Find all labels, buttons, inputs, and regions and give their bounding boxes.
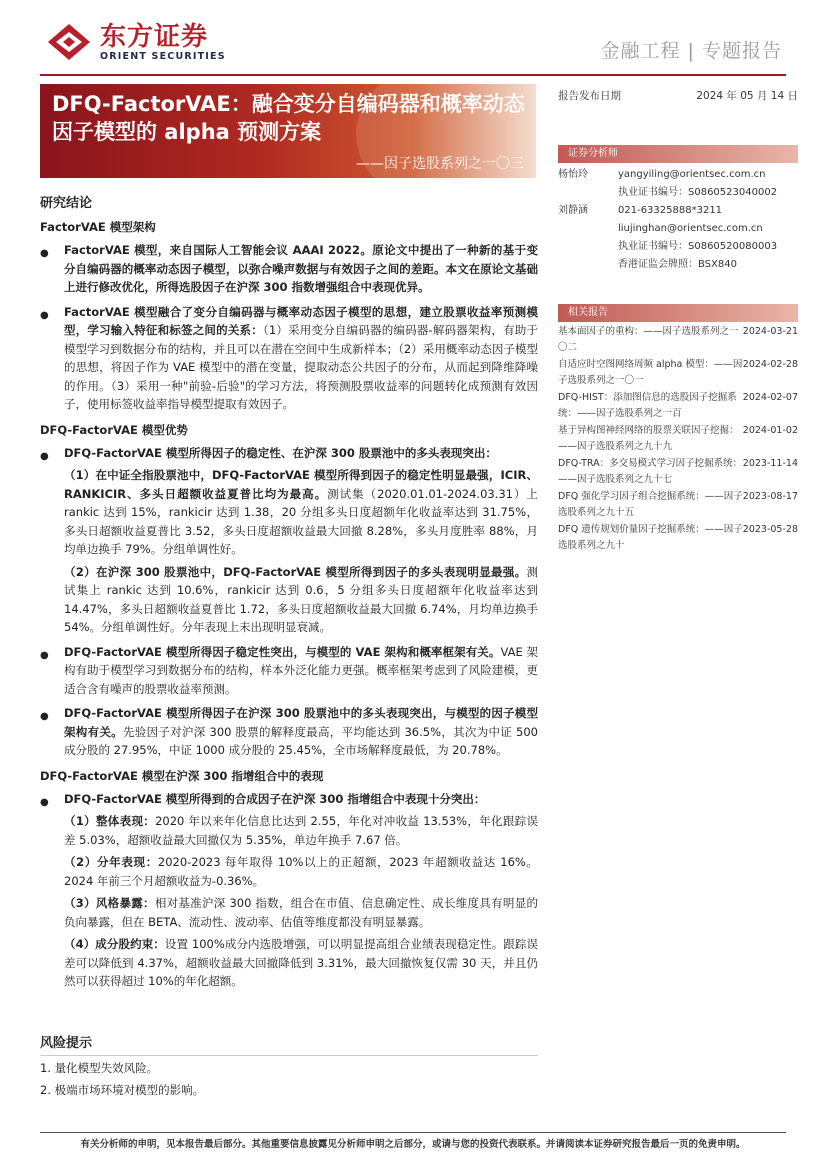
bullet-item: ● DFQ-FactorVAE 模型所得因子在沪深 300 股票池中的多头表现突出，与模型的因子模型架构有关。先验因子对沪深 300 股票的解释度最高，平均能达到 36.5%，其次为中证 500 成分股的 27.95%，中证 1000 成分股的 25.45%，全市场解释度最低，为 20.78%。 xyxy=(40,706,538,757)
paragraph: （1）整体表现：2020 年以来年化信息比达到 2.55，年化对冲收益 13.53%，年化跟踪误差 5.03%，超额收益最大回撤仅为 5.35%，单边年换手 7.67 倍。 xyxy=(64,814,538,847)
risk-section xyxy=(40,1032,538,1100)
risk-item: 1. 量化模型失效风险。 xyxy=(40,1061,159,1075)
bullet-item: ● DFQ-FactorVAE 模型所得到的合成因子在沪深 300 指增组合中表现十分突出： xyxy=(40,791,486,808)
analyst-name: 杨怡玲 xyxy=(558,169,588,180)
related-report-item[interactable]: DFQ-HIST：添加图信息的选股因子挖掘系统：——因子选股系列之一百 2024-02-07 xyxy=(558,392,798,419)
related-reports-header: 相关报告 xyxy=(558,304,798,322)
bullet-item: ● FactorVAE 模型，来自国际人工智能会议 AAAI 2022。原论文中提出了一种新的基于变分自编码器的概率动态因子模型，以弥合噪声数据与有效因子之间的差距。本文在原论文基础上进行修改优化，所得选股因子在沪深 300 指数增强组合中表现优异。 xyxy=(40,243,538,294)
series-subtitle: ——因子选股系列之一〇三 xyxy=(356,156,524,172)
analyst-phone: 021-63325888*3211 xyxy=(618,205,723,216)
analyst-block xyxy=(558,166,798,274)
header-divider xyxy=(40,74,786,76)
bullet-item: ● DFQ-FactorVAE 模型所得因子稳定性突出，与模型的 VAE 架构和概率框架有关。VAE 架构有助于模型学习到数据分布的结构，样本外泛化能力更强。概率框架考虑到了风险建模，更适合含有噪声的股票收益率预测。 xyxy=(40,644,538,696)
conclusion-heading: 研究结论 xyxy=(40,196,93,211)
related-reports-list xyxy=(558,324,798,553)
related-report-item[interactable]: 基本面因子的重构：——因子选股系列之一〇二 2024-03-21 xyxy=(558,326,798,353)
bullet-item: ● FactorVAE 模型融合了变分自编码器与概率动态因子模型的思想，建立股票收益率预测模型，学习输入特征和标签之间的关系：（1）采用变分自编码器的编码器-解码器架构，有助于模型学习到数据分布的结构，并且可以在潜在空间中生成新样本；（2）采用概率动态因子模型的思想，将因子作为 VAE 模型中的潜在变量，提取动态公共因子的分布，从而起到降维降噪的作用。（3）采用一种"前验-后验"的学习方法，将预测股票收益率的问题转化成预测有效因子，使用标签收益率指导模型提取有效因子。 xyxy=(40,304,538,411)
analyst-email[interactable]: yangyiling@orientsec.com.cn xyxy=(618,169,766,180)
paragraph: （4）成分股约束：设置 100%成分内选股增强，可以明显提高组合业绩表现稳定性。跟踪误差可以降低到 4.37%，超额收益最大回撤降低到 3.31%，最大回撤恢复仅需 30 天，并且仍然可以获得超过 10%的年化超额。 xyxy=(64,937,538,988)
footer-divider xyxy=(40,1132,786,1133)
paragraph: （2）分年表现：2020-2023 每年取得 10%以上的正超额，2023 年超额收益达 16%。2024 年前三个月超额收益为-0.36%。 xyxy=(64,855,538,888)
related-report-item[interactable]: 基于异构图神经网络的股票关联因子挖掘：——因子选股系列之九十九 2024-01-02 xyxy=(558,425,798,452)
risk-heading: 风险提示 xyxy=(40,1032,538,1056)
analyst-email[interactable]: liujinghan@orientsec.com.cn xyxy=(618,223,763,234)
section-heading: DFQ-FactorVAE 模型优势 xyxy=(40,422,188,437)
publish-date-row xyxy=(558,88,798,103)
footer-disclaimer: 有关分析师的申明，见本报告最后部分。其他重要信息披露见分析师申明之后部分，或请与您的投资代表联系。并请阅读本证券研究报告最后一页的免责申明。 xyxy=(80,1139,746,1150)
analyst-hk-license: 香港证监会牌照：BSX840 xyxy=(618,259,737,270)
related-report-item[interactable]: DFQ 强化学习因子组合挖掘系统：——因子选股系列之九十五 2023-08-17 xyxy=(558,491,798,518)
analyst-license: 执业证书编号：S0860523040002 xyxy=(618,187,778,198)
analyst-name: 刘静涵 xyxy=(558,205,588,216)
paragraph: （2）在沪深 300 股票池中，DFQ-FactorVAE 模型所得到因子的多头表现明显最强。测试集上 rankic 达到 10.6%，rankicir 达到 0.6，5 分组多头日度超额年化收益率达到 14.47%，多头日超额收益夏普比 1.72，多头日度超额收益最大回撤 6.74%，月均单边换手 54%。分组单调性好。分年表现上未出现明显衰减。 xyxy=(64,564,538,634)
orient-logo-icon xyxy=(46,22,92,62)
paragraph: （3）风格暴露：相对基准沪深 300 指数，组合在市值、信息确定性、成长维度具有明显的负向暴露，但在 BETA、流动性、波动率、估值等维度都没有明显暴露。 xyxy=(64,896,538,929)
related-report-item[interactable]: 自适应时空图网络周频 alpha 模型：——因子选股系列之一〇一 2024-02-28 xyxy=(558,359,798,386)
date-value: 2024 年 05 月 14 日 xyxy=(696,90,798,102)
company-logo xyxy=(46,22,226,62)
section-heading: DFQ-FactorVAE 模型在沪深 300 指增组合中的表现 xyxy=(40,768,324,783)
date-label: 报告发布日期 xyxy=(558,90,621,102)
report-type: 金融工程 | 专题报告 xyxy=(600,40,782,62)
logo-en: ORIENT SECURITIES xyxy=(100,50,226,62)
analyst-license: 执业证书编号：S0860520080003 xyxy=(618,241,778,252)
bullet-item: ● DFQ-FactorVAE 模型所得因子的稳定性、在沪深 300 股票池中的多头表现突出： xyxy=(40,445,497,462)
main-content xyxy=(40,192,538,991)
report-title: DFQ-FactorVAE：融合变分自编码器和概率动态因子模型的 alpha 预测方案 xyxy=(52,92,525,144)
paragraph: （1）在中证全指股票池中，DFQ-FactorVAE 模型所得到因子的稳定性明显最强，ICIR、RANKICIR、多头日超额收益夏普比均为最高。测试集（2020.01.01-2024.03.31）上 rankic 达到 15%，rankicir 达到 1.38，20 分组多头日度超额年化收益率达到 31.75%，多头日超额收益夏普比 3.52，多头日度超额收益最大回撤 8.28%，多头月度胜率 88%，月均单边换手 79%。分组单调性好。 xyxy=(64,468,538,556)
related-report-item[interactable]: DFQ 遗传规划价量因子挖掘系统：——因子选股系列之九十 2023-05-28 xyxy=(558,524,798,551)
logo-cn: 东方证券 xyxy=(100,21,209,52)
analyst-header: 证券分析师 xyxy=(558,145,798,163)
section-heading: FactorVAE 模型架构 xyxy=(40,220,156,234)
sidebar xyxy=(558,84,798,553)
related-report-item[interactable]: DFQ-TRA：多交易模式学习因子挖掘系统：——因子选股系列之九十七 2023-11-14 xyxy=(558,458,798,485)
risk-item: 2. 极端市场环境对模型的影响。 xyxy=(40,1083,205,1097)
